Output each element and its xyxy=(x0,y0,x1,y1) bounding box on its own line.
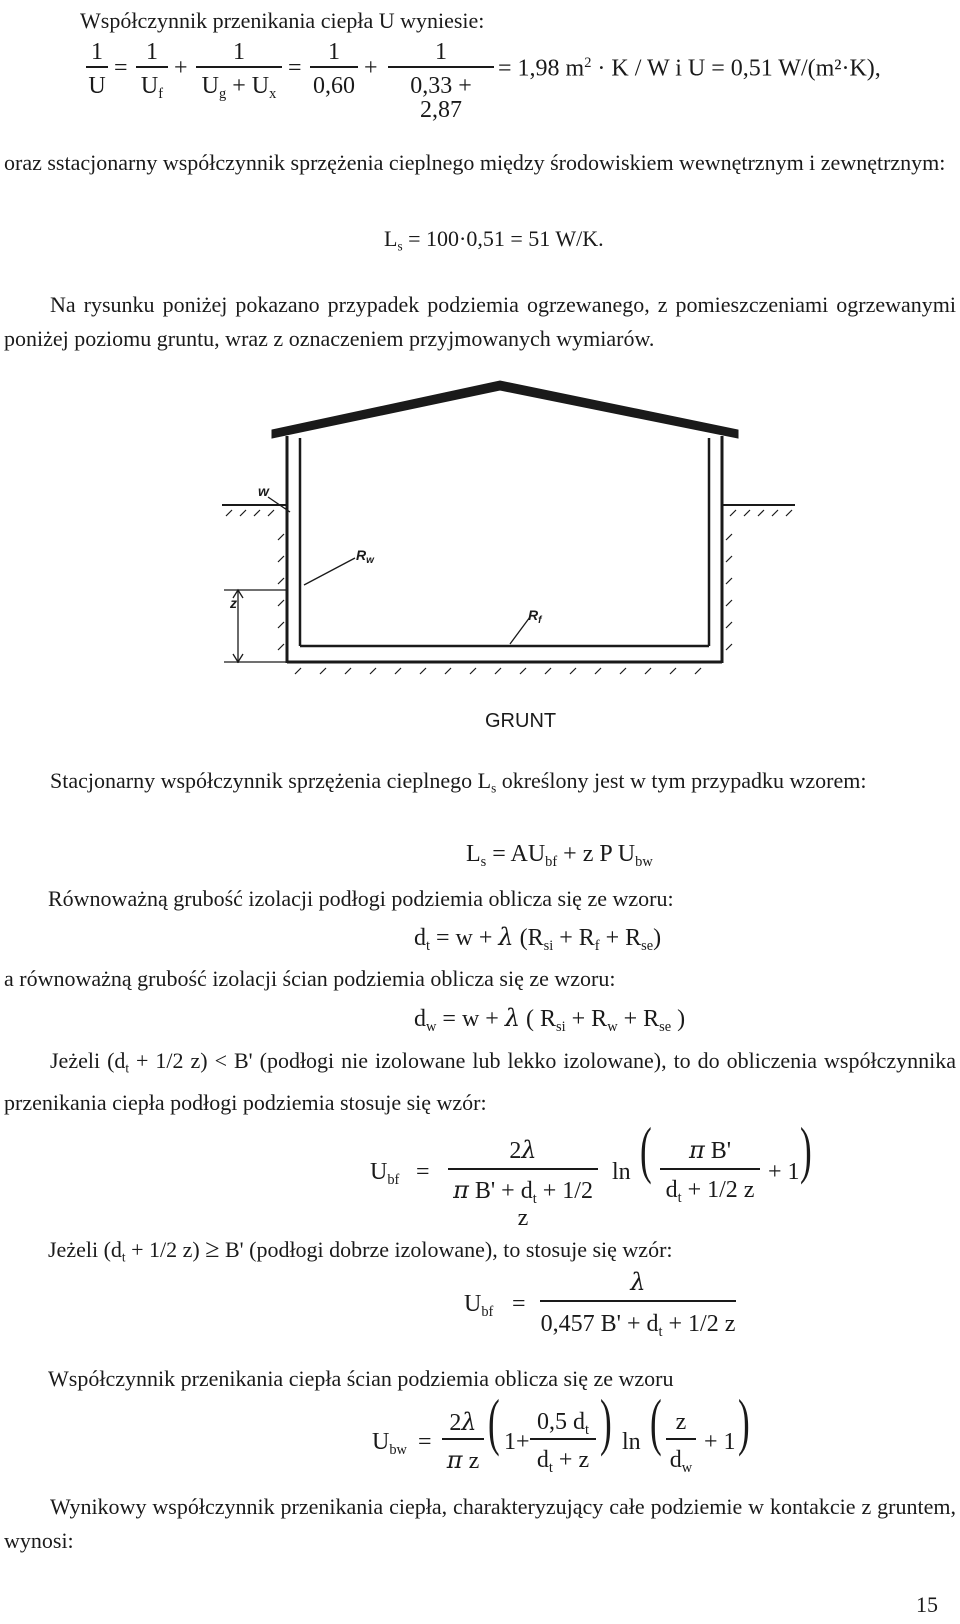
paragraph-ubf-condition2: Jeżeli ($d_t + 1/2$ z) ≥ B' (podłogi dobrze izolowane), to stosuje się wzór: xyxy=(48,1234,673,1265)
eq1-num1: 1 xyxy=(91,39,103,65)
intro-line: Współczynnik przenikania ciepła U wyniesie: xyxy=(80,8,485,33)
paragraph-dt-intro: Równoważną grubość izolacji podłogi podziemia oblicza się ze wzoru: xyxy=(48,886,674,911)
equation-ls-ground: $L_s = AU_{bf} + z$ P $U_{bw}$ xyxy=(466,841,653,871)
eq1-num5: 1 xyxy=(435,39,447,65)
equation-dt: $d_t = w + \lambda$ $(R_{si} + R_f + R_{se})$ xyxy=(414,923,662,955)
equation-ls: $L_s = 100\cdot 0,51 = 51$ W/K. xyxy=(384,226,604,254)
label-grunt: GRUNT xyxy=(485,710,557,732)
label-z: z xyxy=(230,595,237,611)
paragraph-ubw-intro: Współczynnik przenikania ciepła ścian podziemia oblicza się ze wzoru xyxy=(48,1366,674,1391)
paragraph-ls-formula-intro: Stacjonarny współczynnik sprzężenia cieplnego $L_s$ określony jest w tym przypadku wzorem: xyxy=(50,768,867,796)
paragraph-result-intro: Wynikowy współczynnik przenikania ciepła, charakteryzujący całe podziemie w kontakcie z gruntem, wynosi: xyxy=(4,1494,956,1553)
eq1-den2: $U_f$ xyxy=(140,73,164,103)
page-number: 15 xyxy=(916,1592,938,1617)
eq1-den1: U xyxy=(88,73,106,99)
eq1-result: = 1,98 $m^2 \cdot K / W$ i U = 0,51 W/(m²·K), xyxy=(498,55,881,82)
eq1-num3: 1 xyxy=(233,39,245,65)
eq1-num2: 1 xyxy=(146,39,158,65)
label-w: w xyxy=(258,483,269,499)
eq1-den5: 0,33 + 2,87 xyxy=(410,73,472,123)
label-rf: $R_f$ xyxy=(528,607,542,626)
eq1-den4: 0,60 xyxy=(313,73,355,99)
paragraph-ubf-condition1: Jeżeli ($d_t + 1/2$ z) < B' (podłogi nie izolowane lub lekko izolowane), to do obliczenia współczynnika przenikania ciepła podłogi podziemia stosuje się wzór: xyxy=(4,1048,956,1115)
equation-dw: $d_w = w + \lambda$ ( $R_{si} + R_w + R_{se}$ ) xyxy=(414,1004,686,1036)
paragraph-ls-intro: oraz sstacjonarny współczynnik sprzężenia cieplnego między środowiskiem wewnętrznym i zewnętrznym: xyxy=(4,150,946,175)
paragraph-figure-intro: Na rysunku poniżej pokazano przypadek podziemia ogrzewanego, z pomieszczeniami ogrzewanymi poniżej poziomu gruntu, wraz z oznaczeniem przyjmowanych wymiarów. xyxy=(4,292,956,351)
label-rw: $R_w$ xyxy=(356,547,374,566)
eq1-num4: 1 xyxy=(328,39,340,65)
paragraph-dw-intro: a równoważną grubość izolacji ścian podziemia oblicza się ze wzoru: xyxy=(4,966,616,991)
eq1-den3: $U_g + U_x$ xyxy=(201,73,277,103)
basement-figure xyxy=(0,0,960,760)
